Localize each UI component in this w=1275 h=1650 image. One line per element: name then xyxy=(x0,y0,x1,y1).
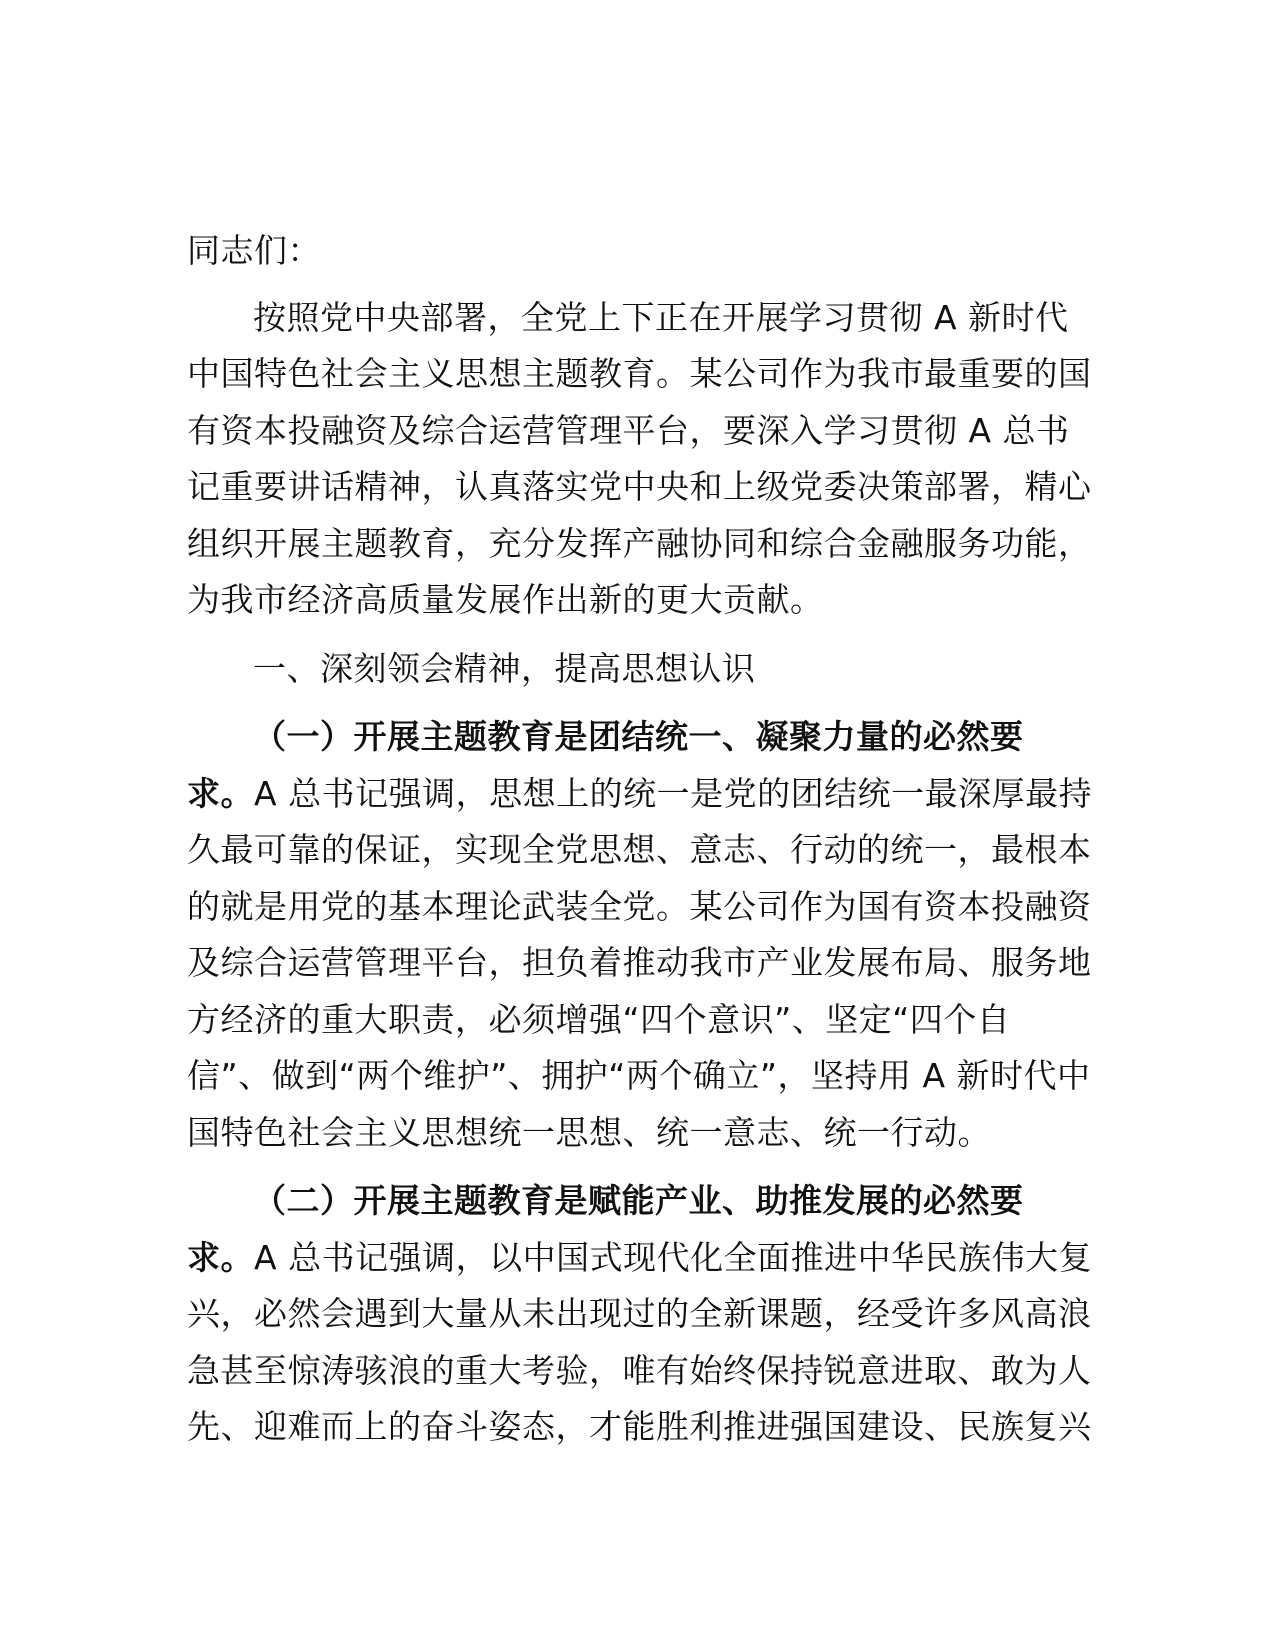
intro-line: 为我市经济高质量发展作出新的更大贡献。 xyxy=(187,580,824,619)
intro-line: 按照党中央部署，全党上下正在开展学习贯彻 A 新时代 xyxy=(253,297,1069,337)
subsection-heading-tail: 求。 xyxy=(187,1237,254,1277)
document-page xyxy=(187,223,1093,1456)
intro-line: 记重要讲话精神，认真落实党中央和上级党委决策部署，精心 xyxy=(187,467,1092,506)
subsection-heading-tail: 求。 xyxy=(187,773,254,813)
subsection-heading: （二）开展主题教育是赋能产业、助推发展的必然要 xyxy=(253,1181,1024,1220)
paragraph-line xyxy=(187,766,1093,823)
subsection-heading: （一）开展主题教育是团结统一、凝聚力量的必然要 xyxy=(253,717,1024,756)
section-heading: 一、深刻领会精神，提高思想认识 xyxy=(253,648,756,688)
paragraph-line: 方经济的重大职责，必须增强“四个意识”、坚定“四个自 xyxy=(187,999,1011,1039)
paragraph-line: 急甚至惊涛骇浪的重大考验，唯有始终保持锐意进取、敢为人 xyxy=(187,1350,1092,1390)
paragraph-line: 的就是用党的基本理论武装全党。某公司作为国有资本投融资 xyxy=(187,886,1092,926)
intro-line: 有资本投融资及综合运营管理平台，要深入学习贯彻 A 总书 xyxy=(187,410,1070,450)
intro-line: 组织开展主题教育，充分发挥产融协同和综合金融服务功能， xyxy=(187,523,1092,563)
paragraph-line: 兴，必然会遇到大量从未出现过的全新课题，经受许多风高浪 xyxy=(187,1294,1092,1333)
subsection-1-paragraph xyxy=(187,709,1093,1161)
paragraph-line: 久最可靠的保证，实现全党思想、意志、行动的统一，最根本 xyxy=(187,830,1092,869)
intro-paragraph xyxy=(187,290,1092,629)
paragraph-text: A 总书记强调，以中国式现代化全面推进中华民族伟大复 xyxy=(254,1237,1093,1277)
intro-line: 中国特色社会主义思想主题教育。某公司作为我市最重要的国 xyxy=(187,354,1092,393)
paragraph-text: A 总书记强调，思想上的统一是党的团结统一最深厚最持 xyxy=(254,773,1093,813)
paragraph-line xyxy=(187,1230,1093,1287)
paragraph-line: 及综合运营管理平台，担负着推动我市产业发展布局、服务地 xyxy=(187,943,1092,982)
subsection-2-paragraph xyxy=(187,1173,1093,1456)
salutation: 同志们： xyxy=(187,231,321,270)
paragraph-line: 先、迎难而上的奋斗姿态，才能胜利推进强国建设、民族复兴 xyxy=(187,1407,1092,1446)
paragraph-line: 信”、做到“两个维护”、拥护“两个确立”，坚持用 A 新时代中 xyxy=(187,1056,1091,1095)
paragraph-line: 国特色社会主义思想统一思想、统一意志、统一行动。 xyxy=(187,1112,991,1152)
